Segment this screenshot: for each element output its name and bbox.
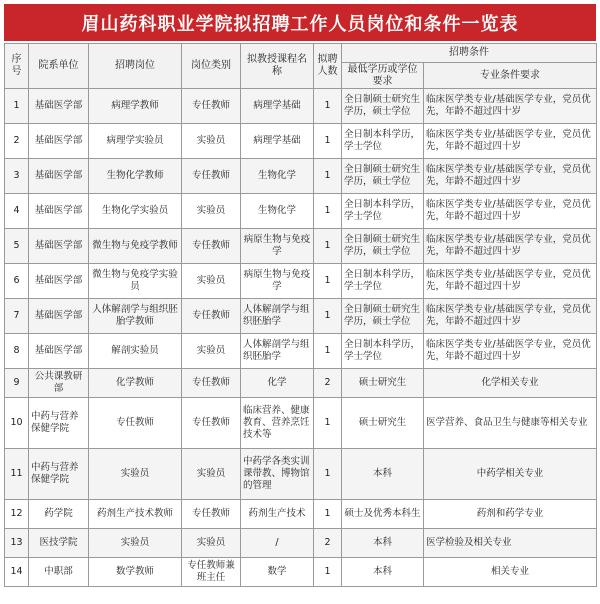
cell-position: 化学教师: [89, 369, 182, 398]
cell-education: 全日制硕士研究生学历，硕士学位: [342, 229, 424, 264]
table-row: [5, 194, 597, 229]
cell-position: 生物化学实验员: [89, 194, 182, 229]
cell-index: 5: [5, 229, 29, 264]
cell-index: 9: [5, 369, 29, 398]
cell-department: 基础医学部: [29, 124, 89, 159]
cell-index: 10: [5, 398, 29, 449]
cell-education: 全日制本科学历，学士学位: [342, 124, 424, 159]
cell-education: 全日制硕士研究生学历，硕士学位: [342, 89, 424, 124]
cell-index: 6: [5, 264, 29, 299]
cell-requirement: 临床医学类专业/基础医学专业，党员优先，年龄不超过四十岁: [424, 299, 597, 334]
cell-course: 化学: [241, 369, 314, 398]
table-row: [5, 398, 597, 449]
cell-education: 全日制本科学历，学士学位: [342, 264, 424, 299]
header-education: 最低学历或学位要求: [342, 63, 424, 89]
cell-department: 药学院: [29, 500, 89, 529]
cell-count: 1: [314, 194, 342, 229]
cell-department: 公共课教研部: [29, 369, 89, 398]
cell-requirement: 临床医学类专业/基础医学专业，党员优先，年龄不超过四十岁: [424, 229, 597, 264]
header-position: 招聘岗位: [89, 44, 182, 89]
cell-education: 硕士及优秀本科生: [342, 500, 424, 529]
cell-category: 专任教师: [182, 159, 241, 194]
cell-education: 全日制本科学历，学士学位: [342, 194, 424, 229]
cell-course: 病理学基础: [241, 124, 314, 159]
cell-department: 中职部: [29, 558, 89, 587]
cell-index: 7: [5, 299, 29, 334]
cell-position: 解剖实验员: [89, 334, 182, 369]
cell-department: 中药与营养保健学院: [29, 398, 89, 449]
cell-course: 病理学基础: [241, 89, 314, 124]
header-department: 院系单位: [29, 44, 89, 89]
cell-education: 全日制硕士研究生学历，硕士学位: [342, 159, 424, 194]
header-index: 序号: [5, 44, 29, 89]
header-count: 拟聘人数: [314, 44, 342, 89]
cell-position: 实验员: [89, 529, 182, 558]
cell-position: 生物化学教师: [89, 159, 182, 194]
cell-index: 2: [5, 124, 29, 159]
cell-requirement: 相关专业: [424, 558, 597, 587]
cell-category: 实验员: [182, 334, 241, 369]
cell-count: 1: [314, 264, 342, 299]
cell-category: 专任教师: [182, 229, 241, 264]
cell-department: 基础医学部: [29, 334, 89, 369]
cell-index: 1: [5, 89, 29, 124]
table-row: [5, 529, 597, 558]
cell-category: 实验员: [182, 194, 241, 229]
table-body: [5, 89, 597, 587]
cell-requirement: 医学营养、食品卫生与健康等相关专业: [424, 398, 597, 449]
cell-category: 实验员: [182, 124, 241, 159]
table-row: [5, 299, 597, 334]
cell-position: 人体解剖学与组织胚胎学教师: [89, 299, 182, 334]
cell-count: 1: [314, 334, 342, 369]
cell-position: 微生物与免疫学实验员: [89, 264, 182, 299]
cell-department: 基础医学部: [29, 229, 89, 264]
cell-count: 1: [314, 89, 342, 124]
table-row: [5, 334, 597, 369]
cell-education: 硕士研究生: [342, 398, 424, 449]
cell-index: 14: [5, 558, 29, 587]
cell-count: 1: [314, 299, 342, 334]
cell-position: 药剂生产技术教师: [89, 500, 182, 529]
cell-course: 数学: [241, 558, 314, 587]
table-row: [5, 89, 597, 124]
page-title: 眉山药科职业学院拟招聘工作人员岗位和条件一览表: [4, 4, 596, 41]
cell-category: 实验员: [182, 529, 241, 558]
cell-category: 专任教师: [182, 299, 241, 334]
cell-department: 基础医学部: [29, 264, 89, 299]
cell-requirement: 化学相关专业: [424, 369, 597, 398]
table-row: [5, 500, 597, 529]
table-row: [5, 229, 597, 264]
cell-count: 1: [314, 500, 342, 529]
cell-course: 中药学各类实训课带教、博物馆的管理: [241, 449, 314, 500]
cell-course: /: [241, 529, 314, 558]
cell-course: 人体解剖学与组织胚胎学: [241, 299, 314, 334]
cell-requirement: 中药学相关专业: [424, 449, 597, 500]
cell-count: 1: [314, 398, 342, 449]
table-header: [5, 44, 597, 89]
cell-index: 11: [5, 449, 29, 500]
cell-count: 1: [314, 229, 342, 264]
cell-department: 基础医学部: [29, 299, 89, 334]
cell-course: 人体解剖学与组织胚胎学: [241, 334, 314, 369]
cell-count: 2: [314, 529, 342, 558]
cell-category: 专任教师: [182, 89, 241, 124]
cell-course: 临床营养、健康教育、营养烹饪技术等: [241, 398, 314, 449]
cell-count: 1: [314, 159, 342, 194]
cell-count: 1: [314, 124, 342, 159]
cell-position: 实验员: [89, 449, 182, 500]
cell-course: 生物化学: [241, 194, 314, 229]
cell-category: 专任教师: [182, 500, 241, 529]
cell-position: 病理学实验员: [89, 124, 182, 159]
cell-category: 专任教师兼班主任: [182, 558, 241, 587]
cell-count: 2: [314, 369, 342, 398]
cell-position: 微生物与免疫学教师: [89, 229, 182, 264]
cell-index: 12: [5, 500, 29, 529]
cell-category: 实验员: [182, 264, 241, 299]
cell-category: 实验员: [182, 449, 241, 500]
cell-category: 专任教师: [182, 398, 241, 449]
header-requirement: 专业条件要求: [424, 63, 597, 89]
cell-course: 药剂生产技术: [241, 500, 314, 529]
table-row: [5, 264, 597, 299]
cell-requirement: 临床医学类专业/基础医学专业，党员优先，年龄不超过四十岁: [424, 334, 597, 369]
table-row: [5, 449, 597, 500]
cell-department: 基础医学部: [29, 89, 89, 124]
header-course: 拟教授课程名称: [241, 44, 314, 89]
cell-department: 基础医学部: [29, 159, 89, 194]
cell-index: 8: [5, 334, 29, 369]
cell-department: 基础医学部: [29, 194, 89, 229]
cell-requirement: 临床医学类专业/基础医学专业，党员优先，年龄不超过四十岁: [424, 124, 597, 159]
table-row: [5, 159, 597, 194]
cell-education: 本科: [342, 529, 424, 558]
table-row: [5, 369, 597, 398]
cell-course: 病原生物与免疫学: [241, 264, 314, 299]
cell-category: 专任教师: [182, 369, 241, 398]
cell-requirement: 药剂和药学专业: [424, 500, 597, 529]
cell-education: 本科: [342, 558, 424, 587]
cell-index: 13: [5, 529, 29, 558]
cell-requirement: 医学检验及相关专业: [424, 529, 597, 558]
cell-count: 1: [314, 449, 342, 500]
table-row: [5, 558, 597, 587]
cell-education: 硕士研究生: [342, 369, 424, 398]
cell-department: 中药与营养保健学院: [29, 449, 89, 500]
table-row: [5, 124, 597, 159]
cell-requirement: 临床医学类专业/基础医学专业，党员优先，年龄不超过四十岁: [424, 194, 597, 229]
cell-education: 全日制硕士研究生学历，硕士学位: [342, 299, 424, 334]
cell-position: 专任教师: [89, 398, 182, 449]
cell-education: 全日制本科学历，学士学位: [342, 334, 424, 369]
cell-requirement: 临床医学类专业/基础医学专业，党员优先，年龄不超过四十岁: [424, 89, 597, 124]
header-conditions: 招聘条件: [342, 44, 597, 63]
header-category: 岗位类别: [182, 44, 241, 89]
cell-requirement: 临床医学类专业/基础医学专业，党员优先，年龄不超过四十岁: [424, 264, 597, 299]
cell-position: 病理学教师: [89, 89, 182, 124]
cell-education: 本科: [342, 449, 424, 500]
cell-position: 数学教师: [89, 558, 182, 587]
recruitment-table: [4, 43, 597, 587]
cell-course: 生物化学: [241, 159, 314, 194]
cell-department: 医技学院: [29, 529, 89, 558]
cell-index: 4: [5, 194, 29, 229]
cell-count: 1: [314, 558, 342, 587]
cell-requirement: 临床医学类专业/基础医学专业，党员优先，年龄不超过四十岁: [424, 159, 597, 194]
cell-index: 3: [5, 159, 29, 194]
cell-course: 病原生物与免疫学: [241, 229, 314, 264]
